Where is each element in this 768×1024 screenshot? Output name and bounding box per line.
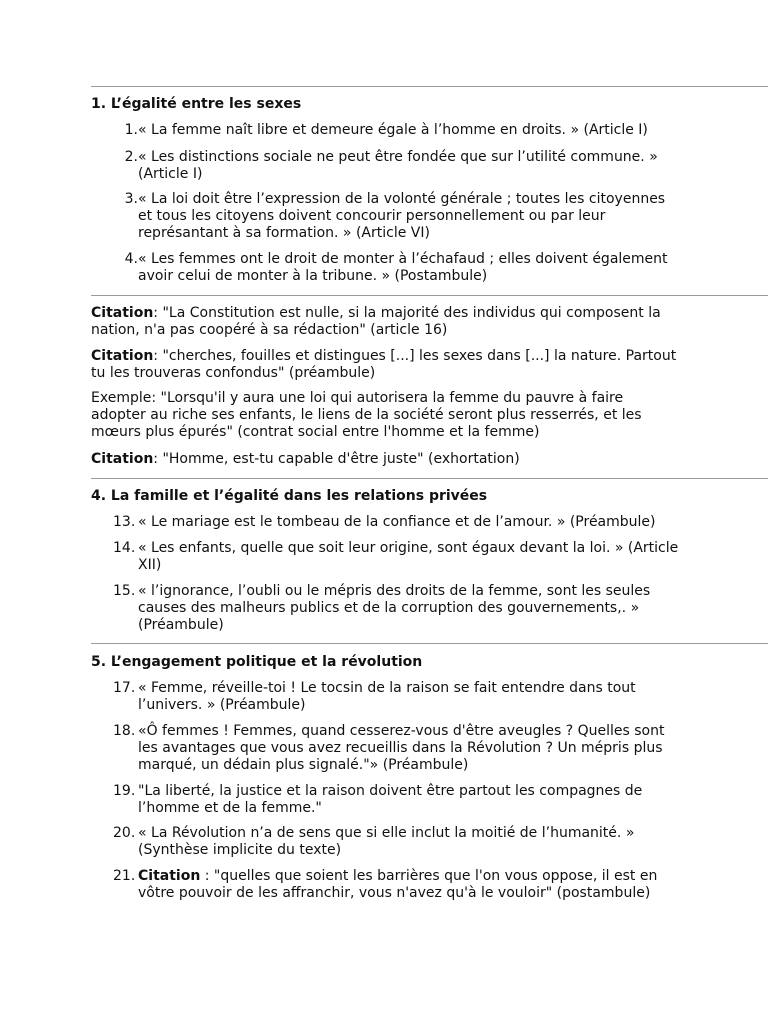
citation-text: : "quelles que soient les barrières que l'on vous oppose, il est en vôtre pouvoir de les affranchir, vous n'avez qu'à le vouloir" (postambule) <box>138 868 658 901</box>
list-item-number: 14. <box>113 540 136 556</box>
list-item-number: 20. <box>113 825 136 841</box>
list-item-text: « Les enfants, quelle que soit leur origine, sont égaux devant la loi. » (Article XII) <box>138 540 679 573</box>
divider <box>91 643 768 644</box>
section-heading-1: 1. L’égalité entre les sexes <box>91 96 302 112</box>
list-item-number: 21. <box>113 868 136 884</box>
example-paragraph <box>91 390 681 441</box>
list-item-number: 13. <box>113 514 136 530</box>
list-item-number: 19. <box>113 783 136 799</box>
list-item-text: « Les distinctions sociale ne peut être fondée que sur l’utilité commune. » (Article I) <box>138 149 658 182</box>
list-item-text: « Le mariage est le tombeau de la confiance et de l’amour. » (Préambule) <box>138 514 656 530</box>
list-item-number: 18. <box>113 723 136 739</box>
list-item-text: « Femme, réveille-toi ! Le tocsin de la raison se fait entendre dans tout l’univers. » (Préambule) <box>138 680 636 713</box>
list-item-number: 4. <box>124 251 138 267</box>
list-item-text: « La femme naît libre et demeure égale à l’homme en droits. » (Article I) <box>138 122 648 138</box>
citation-text: : "La Constitution est nulle, si la majorité des individus qui composent la nation, n'a pas coopéré à sa rédaction" (article 16) <box>91 305 661 338</box>
list-item-number: 15. <box>113 583 136 599</box>
divider <box>91 86 768 87</box>
list-item-text: « La Révolution n’a de sens que si elle inclut la moitié de l’humanité. » (Synthèse implicite du texte) <box>138 825 635 858</box>
list-item-number: 17. <box>113 680 136 696</box>
divider <box>91 478 768 479</box>
list-item-text: «Ô femmes ! Femmes, quand cesserez-vous d'être aveugles ? Quelles sont les avantages que vous avez recueillis dans la Révolution ? Un mépris plus marqué, un dédain plus signalé."» (Préambule) <box>138 723 665 773</box>
citation-paragraph <box>91 348 681 382</box>
citation-label: Citation <box>138 868 201 884</box>
list-item-text: « Les femmes ont le droit de monter à l’échafaud ; elles doivent également avoir celui de monter à la tribune. » (Postambule) <box>138 251 668 284</box>
section-heading-4: 4. La famille et l’égalité dans les relations privées <box>91 488 488 504</box>
list-item-text: « La loi doit être l’expression de la volonté générale ; toutes les citoyennes et tous les citoyens doivent concourir personnellement ou par leur représantant à sa formation. » (Article VI) <box>138 191 666 241</box>
section-heading-5: 5. L’engagement politique et la révolution <box>91 654 423 670</box>
citation-paragraph <box>91 305 681 339</box>
citation-label: Citation <box>91 305 154 321</box>
citation-label: Citation <box>91 451 154 467</box>
citation-text: : "Homme, est-tu capable d'être juste" (exhortation) <box>153 451 520 467</box>
list-item-number: 1. <box>124 122 138 138</box>
citation-label: Citation <box>91 348 154 364</box>
citation-paragraph <box>91 451 681 468</box>
example-text: Exemple: "Lorsqu'il y aura une loi qui autorisera la femme du pauvre à faire adopter au riche ses enfants, le liens de la société seront plus resserrés, et les mœurs plus épurés" (contrat social entre l'homme et la femme) <box>91 390 642 440</box>
divider <box>91 295 768 296</box>
list-item-text <box>138 868 681 902</box>
list-item-text: « l’ignorance, l’oubli ou le mépris des droits de la femme, sont les seules causes des malheurs publics et de la corruption des gouvernements,. » (Préambule) <box>138 583 651 633</box>
list-item-number: 2. <box>124 149 138 165</box>
list-item-text: "La liberté, la justice et la raison doivent être partout les compagnes de l’homme et de la femme." <box>138 783 643 816</box>
list-item-number: 3. <box>124 191 138 207</box>
citation-text: : "cherches, fouilles et distingues [...] les sexes dans [...] la nature. Partout tu les trouveras confondus" (préambule) <box>91 348 677 381</box>
